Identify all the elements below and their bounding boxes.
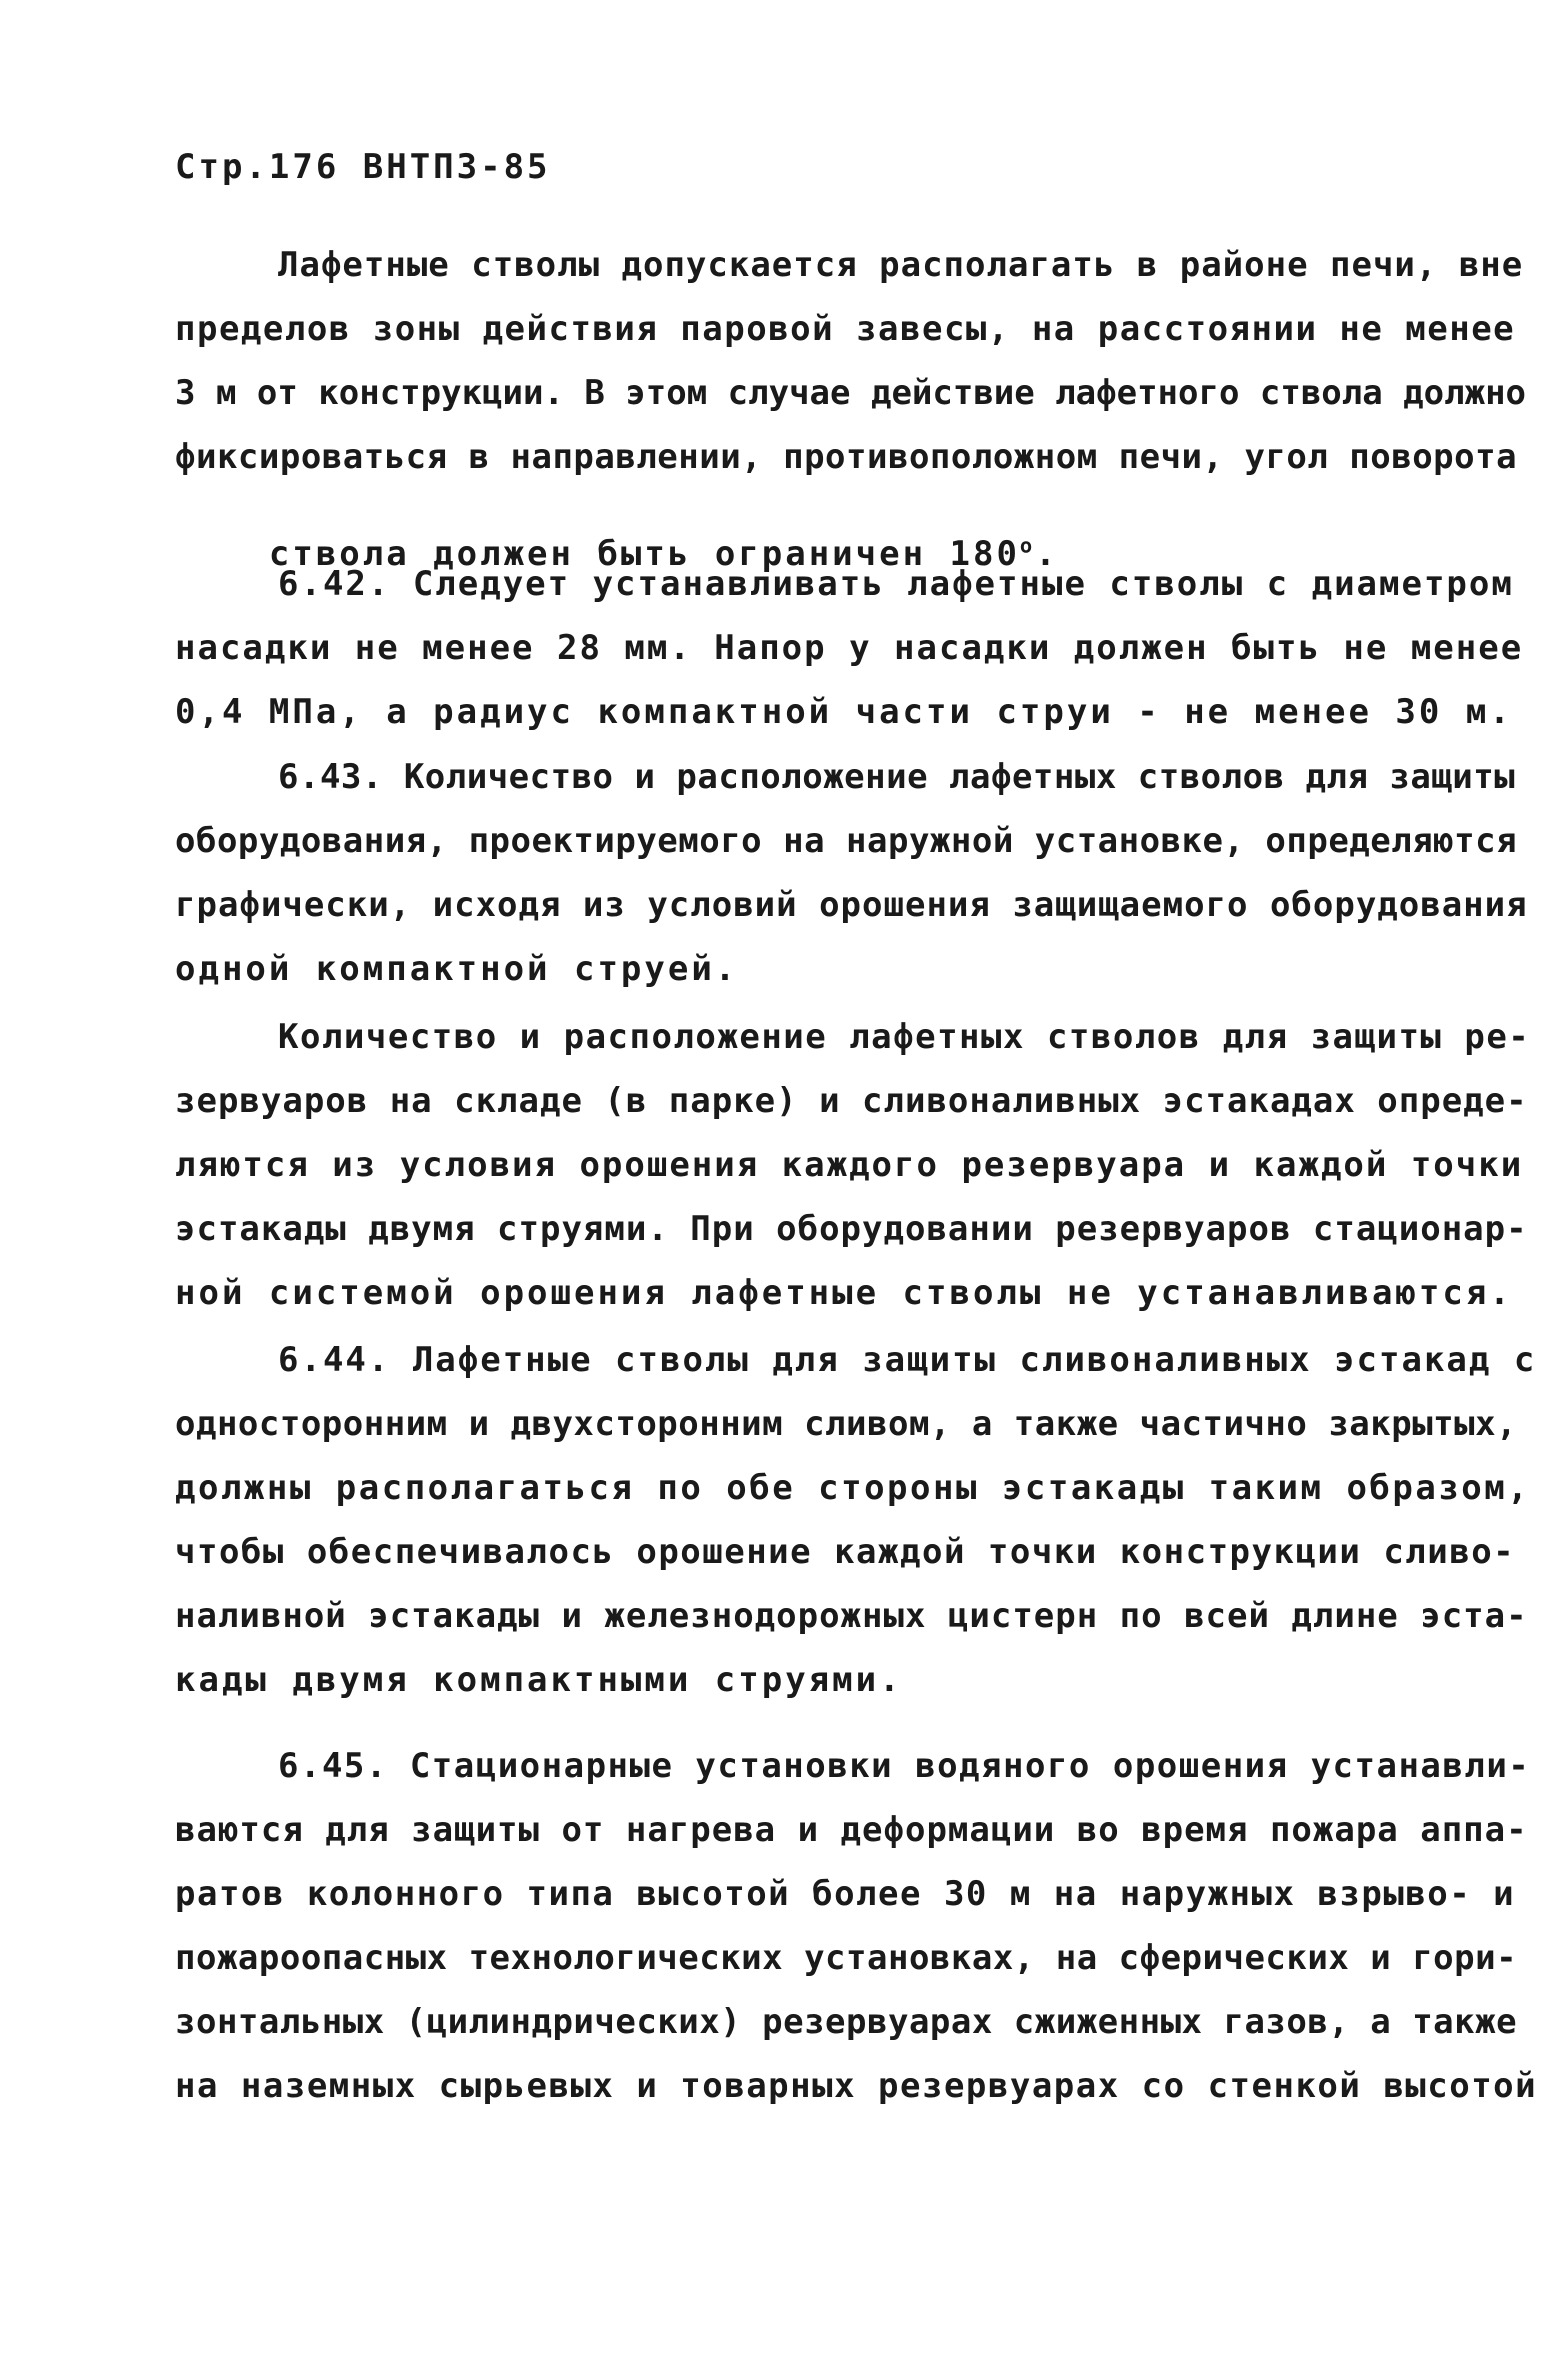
text-line: пожароопасных технологических установках, на сферических и гори- — [175, 1938, 1518, 1978]
text-fragment: ствола должен быть ограничен 180 — [268, 534, 1020, 574]
text-line: зонтальных (цилиндрических) резервуарах сжиженных газов, а также — [175, 2002, 1518, 2042]
text-line: 6.42. Следует устанавливать лафетные стволы с диаметром — [278, 564, 1514, 604]
text-line: кады двумя компактными струями. — [175, 1660, 903, 1700]
text-line: ной системой орошения лафетные стволы не устанавливаются. — [175, 1273, 1513, 1313]
text-line: графически, исходя из условий орошения защищаемого оборудования — [175, 885, 1528, 925]
text-line: зервуаров на складе (в парке) и сливоналивных эстакадах опреде- — [175, 1081, 1528, 1121]
text-line: 6.43. Количество и расположение лафетных стволов для защиты — [278, 757, 1516, 797]
text-line: 0,4 МПа, а радиус компактной части струи - не менее 30 м. — [175, 692, 1513, 732]
text-line: ляются из условия орошения каждого резервуара и каждой точки — [175, 1145, 1524, 1185]
text-line: насадки не менее 28 мм. Напор у насадки должен быть не менее — [175, 628, 1524, 668]
text-line: на наземных сырьевых и товарных резервуарах со стенкой высотой — [175, 2066, 1538, 2106]
text-line: 6.44. Лафетные стволы для защиты сливоналивных эстакад с — [278, 1340, 1537, 1380]
text-line: Количество и расположение лафетных стволов для защиты ре- — [278, 1017, 1531, 1057]
text-fragment: . — [1035, 534, 1059, 574]
page-header: Стр.176 ВНТП3-85 — [175, 147, 551, 187]
text-line: должны располагаться по обе стороны эстакады таким образом, — [175, 1468, 1531, 1508]
text-line: 3 м от конструкции. В этом случае действие лафетного ствола должно — [175, 373, 1527, 413]
text-line: наливной эстакады и железнодорожных цистерн по всей длине эста- — [175, 1596, 1528, 1636]
degree-mark: o — [1019, 533, 1036, 558]
text-line: эстакады двумя струями. При оборудовании резервуаров стационар- — [175, 1209, 1528, 1249]
text-line: пределов зоны действия паровой завесы, на расстоянии не менее — [175, 309, 1516, 349]
text-line: ратов колонного типа высотой более 30 м на наружных взрыво- и — [175, 1874, 1516, 1914]
text-line: односторонним и двухсторонним сливом, а также частично закрытых, — [175, 1404, 1518, 1444]
text-line: чтобы обеспечивалось орошение каждой точки конструкции сливо- — [175, 1532, 1516, 1572]
text-line: ваются для защиты от нагрева и деформации во время пожара аппа- — [175, 1810, 1528, 1850]
text-line: фиксироваться в направлении, противоположном печи, угол поворота — [175, 437, 1518, 477]
text-line: одной компактной струей. — [175, 949, 739, 989]
text-line: оборудования, проектируемого на наружной установке, определяются — [175, 821, 1518, 861]
text-line: 6.45. Стационарные установки водяного орошения устанавли- — [278, 1746, 1531, 1786]
text-line: Лафетные стволы допускается располагать в районе печи, вне — [278, 245, 1524, 285]
